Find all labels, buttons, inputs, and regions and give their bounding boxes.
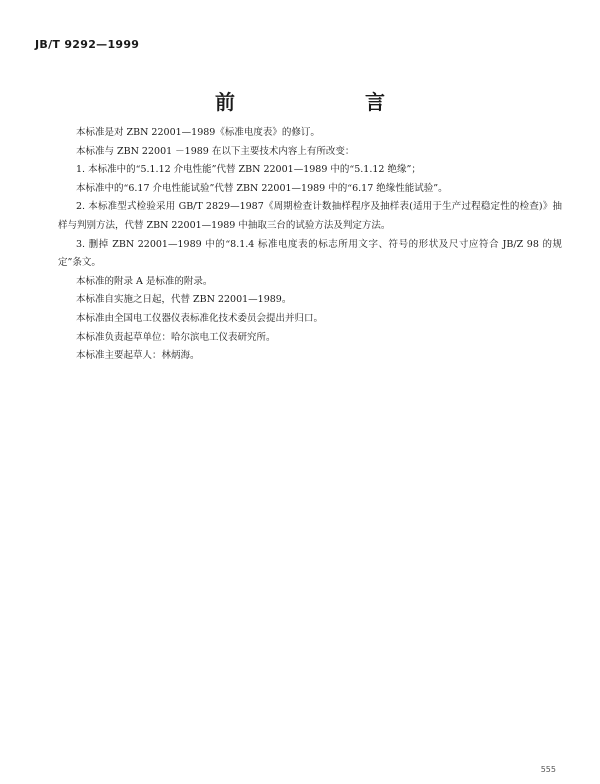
paragraph: 1. 本标准中的“5.1.12 介电性能”代替 ZBN 22001—1989 中的“5.1.12 绝缘”；: [76, 164, 421, 176]
paragraph: 本标准的附录 A 是标准的附录。: [76, 275, 213, 287]
paragraph: 本标准与 ZBN 22001 －1989 在以下主要技术内容上有所改变：: [76, 145, 355, 157]
standard-code: JB/T 9292—1999: [35, 38, 140, 51]
paragraph: 本标准是对 ZBN 22001—1989《标准电度表》的修订。: [76, 127, 320, 138]
paragraph: 3. 删掉 ZBN 22001—1989 中的“8.1.4 标准电度表的标志所用文字、符号的形状及尺寸应符合 JB/Z 98 的规定”条文。: [58, 238, 562, 269]
paragraph: 本标准主要起草人：林炳海。: [76, 350, 200, 362]
paragraph: 本标准自实施之日起，代替 ZBN 22001—1989。: [76, 294, 292, 306]
paragraph: 本标准负责起草单位：哈尔滨电工仪表研究所。: [76, 331, 276, 343]
foreword-body: [58, 124, 562, 366]
paragraph: 本标准由全国电工仪器仪表标准化技术委员会提出并归口。: [76, 312, 324, 324]
paragraph: 2. 本标准型式检验采用 GB/T 2829—1987《周期检查计数抽样程序及抽样表(适用于生产过程稳定性的检查)》抽样与判别方法，代替 ZBN 22001—1989 中抽取三台的试验方法及判定方法。: [58, 201, 562, 231]
page-number: 555: [540, 765, 556, 774]
paragraph: 本标准中的“6.17 介电性能试验”代替 ZBN 22001—1989 中的“6.17 绝缘性能试验”。: [76, 182, 448, 194]
page-title: 前 言: [215, 90, 415, 114]
